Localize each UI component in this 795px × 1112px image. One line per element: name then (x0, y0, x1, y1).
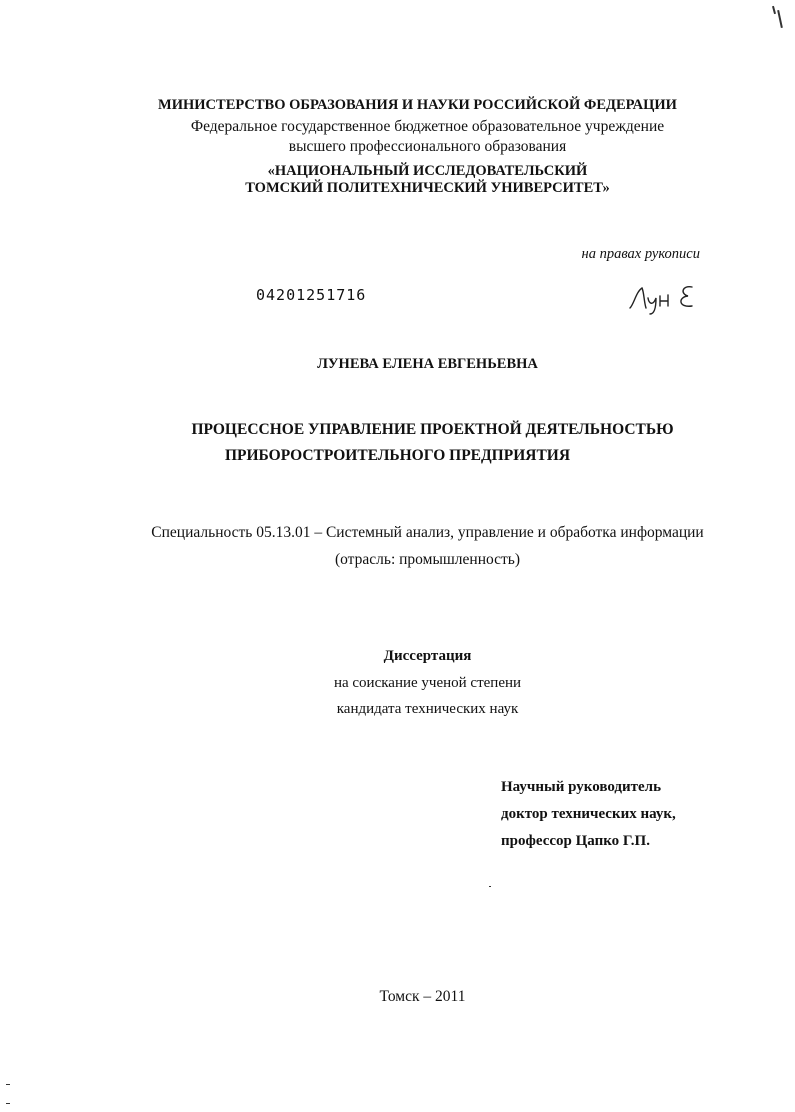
scan-mark (772, 6, 776, 14)
dissertation-title-line-1: ПРОЦЕССНОЕ УПРАВЛЕНИЕ ПРОЕКТНОЙ ДЕЯТЕЛЬНОСТЬЮ (191, 421, 674, 438)
scan-mark (489, 886, 491, 887)
degree-line-1: на соискание ученой степени (333, 675, 522, 691)
document-number: 04201251716 (256, 286, 367, 304)
specialty-line-2: (отрасль: промышленность) (334, 551, 521, 568)
university-name-line-2: ТОМСКИЙ ПОЛИТЕХНИЧЕСКИЙ УНИВЕРСИТЕТ» (245, 180, 610, 196)
institution-type-line-1: Федеральное государственное бюджетное образовательное учреждение (190, 118, 665, 135)
scan-mark (6, 1103, 10, 1104)
supervisor-degree: доктор технических наук, (501, 806, 676, 822)
supervisor-name: профессор Цапко Г.П. (501, 833, 650, 849)
handwritten-signature (626, 282, 706, 316)
scan-mark (777, 10, 783, 28)
author-name: ЛУНЕВА ЕЛЕНА ЕВГЕНЬЕВНА (317, 356, 538, 372)
city-year: Томск – 2011 (379, 988, 466, 1005)
university-name-line-1: «НАЦИОНАЛЬНЫЙ ИССЛЕДОВАТЕЛЬСКИЙ (267, 163, 588, 179)
supervisor-label: Научный руководитель (501, 779, 661, 795)
ministry-name: МИНИСТЕРСТВО ОБРАЗОВАНИЯ И НАУКИ РОССИЙСКОЙ ФЕДЕРАЦИИ (158, 97, 677, 113)
degree-line-2: кандидата технических наук (336, 701, 519, 717)
scan-mark (6, 1084, 10, 1085)
dissertation-heading: Диссертация (383, 648, 472, 664)
institution-type-line-2: высшего профессионального образования (288, 138, 567, 155)
dissertation-title-line-2: ПРИБОРОСТРОИТЕЛЬНОГО ПРЕДПРИЯТИЯ (224, 447, 571, 464)
specialty-line-1: Специальность 05.13.01 – Системный анализ, управление и обработка информации (151, 524, 704, 541)
manuscript-rights-note: на правах рукописи (581, 246, 700, 262)
